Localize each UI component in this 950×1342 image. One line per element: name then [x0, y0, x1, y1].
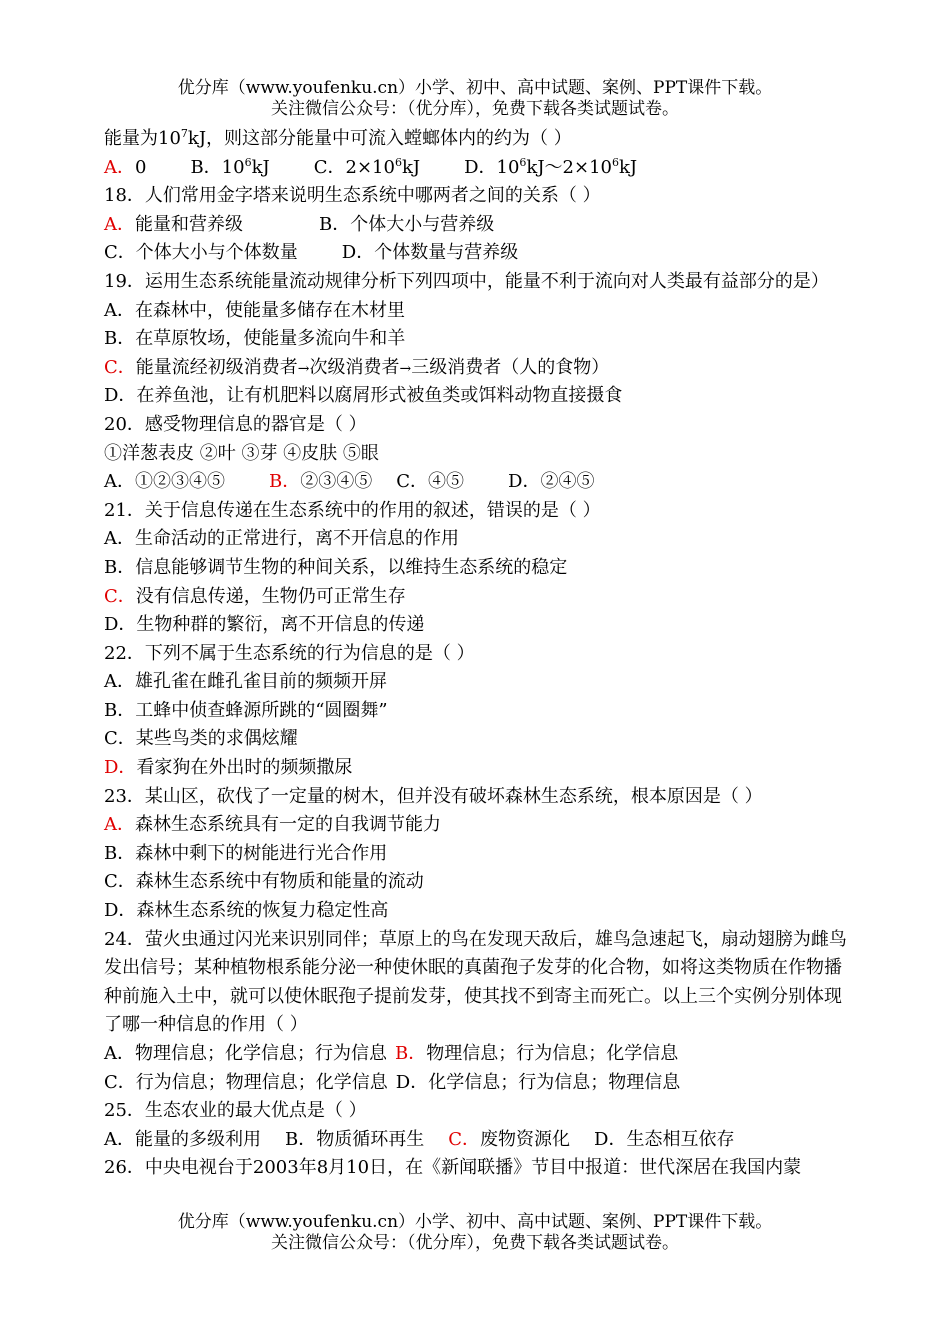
q22-option-b: B．工蜂中侦查蜂源所跳的“圆圈舞” [104, 699, 388, 721]
q18-option-a: 能量和营养级 [135, 213, 243, 235]
q24-options-cd [104, 1069, 852, 1098]
q25-option-c-label: C． [448, 1128, 481, 1150]
q20-option-a: A．①②③④⑤ [104, 471, 225, 493]
q21-option-c: C．没有信息传递，生物仍可正常生存 [104, 585, 406, 607]
q17-options [104, 154, 852, 183]
q20-option-b: ②③④⑤ [300, 471, 373, 493]
q19-option-c: C．能量流经初级消费者→次级消费者→三级消费者（人的食物） [104, 356, 610, 378]
q21-option-c-label: C． [104, 585, 136, 607]
q20-items: ①洋葱表皮 ②叶 ③芽 ④皮肤 ⑤眼 [104, 442, 379, 464]
q21-option-d: D．生物种群的繁衍，离不开信息的传递 [104, 614, 425, 636]
header-line-2: 关注微信公众号：（优分库），免费下载各类试题试卷。 [271, 99, 679, 119]
q18-option-b: B．个体大小与营养级 [319, 213, 495, 235]
q18-stem: 18．人们常用金字塔来说明生态系统中哪两者之间的关系（ ） [104, 185, 601, 207]
page-header [0, 78, 950, 120]
q19-option-a: A．在森林中，使能量多储存在木材里 [104, 299, 405, 321]
q22-stem: 22．下列不属于生态系统的行为信息的是（ ） [104, 642, 475, 664]
q25-option-c: 废物资源化 [480, 1128, 571, 1150]
header-line-1: 优分库（www.youfenku.cn）小学、初中、高中试题、案例、PPT课件下载。 [177, 78, 773, 98]
q23-option-a: A．森林生态系统具有一定的自我调节能力 [104, 814, 441, 836]
q23-option-a-label: A． [104, 814, 135, 836]
q22-option-d-label: D． [104, 757, 137, 779]
q23-option-b: B．森林中剩下的树能进行光合作用 [104, 842, 388, 864]
q18-options-ab [104, 211, 852, 240]
q23-option-d: D．森林生态系统的恢复力稳定性高 [104, 900, 389, 922]
q24-options-ab [104, 1040, 852, 1069]
q20-options [104, 468, 852, 497]
q24-stem: 24．萤火虫通过闪光来识别同伴；草原上的鸟在发现天敌后，雄鸟急速起飞，扇动翅膀为雌鸟发出信号；某种植物根系能分泌一种使休眠的真菌孢子发芽的化合物，如将这类物质在作物播种前施入土中，就可以使休眠孢子提前发芽，使其找不到寄主而死亡。以上三个实例分别体现了哪一种信息的作用（ ） [104, 928, 847, 1036]
q25-option-d: D．生态相互依存 [594, 1128, 735, 1150]
q21-option-a: A．生命活动的正常进行，离不开信息的作用 [104, 528, 459, 550]
footer-line-2: 关注微信公众号：（优分库），免费下载各类试题试卷。 [271, 1233, 679, 1253]
q23-option-c: C．森林生态系统中有物质和能量的流动 [104, 871, 424, 893]
q20-option-d: D．②④⑤ [508, 471, 595, 493]
q24-option-b-label: B． [395, 1043, 427, 1064]
q17-option-a-label: A． [104, 156, 135, 178]
arrow-icon: → [399, 360, 412, 377]
q20-stem: 20．感受物理信息的器官是（ ） [104, 413, 367, 435]
q25-stem: 25．生态农业的最大优点是（ ） [104, 1100, 367, 1122]
q24-option-c: C．行为信息；物理信息；化学信息 [104, 1071, 388, 1093]
q17-stem: 能量为$10^7kJ$，则这部分能量中可流入螳螂体内的约为（ ） [104, 127, 572, 149]
q17-option-a: 0 [135, 156, 147, 178]
q20-option-b-label: B． [269, 471, 301, 493]
q25-option-b: B．物质循环再生 [285, 1128, 425, 1150]
q25-option-a: A．能量的多级利用 [104, 1128, 261, 1150]
q22-option-c: C．某些鸟类的求偶炫耀 [104, 728, 298, 750]
q18-options-cd [104, 239, 852, 268]
q19-option-d: D．在养鱼池，让有机肥料以腐屑形式被鱼类或饵料动物直接摄食 [104, 385, 623, 407]
q19-option-b: B．在草原牧场，使能量多流向牛和羊 [104, 328, 406, 350]
q24-option-d: D．化学信息；行为信息；物理信息 [395, 1071, 681, 1093]
q22-option-d: D．看家狗在外出时的频频撒尿 [104, 757, 353, 779]
q23-stem: 23．某山区，砍伐了一定量的树木，但并没有破坏森林生态系统，根本原因是（ ） [104, 785, 763, 807]
q25-options [104, 1126, 852, 1155]
q17-option-d: D．$10^6kJ\sim 2\times 10^6kJ$ [464, 155, 638, 178]
q20-option-c: C．④⑤ [396, 471, 465, 493]
q18-option-d: D．个体数量与营养级 [341, 242, 519, 264]
q18-option-c: C．个体大小与个体数量 [104, 242, 298, 264]
q19-option-c-label: C． [104, 356, 136, 378]
footer-line-1: 优分库（www.youfenku.cn）小学、初中、高中试题、案例、PPT课件下载。 [177, 1212, 773, 1232]
q18-option-a-label: A． [104, 213, 135, 235]
q19-stem: 19．运用生态系统能量流动规律分析下列四项中，能量不利于流向对人类最有益部分的是） [104, 270, 829, 292]
q26-stem: 26．中央电视台于2003年8月10日，在《新闻联播》节目中报道：世代深居在我国内蒙 [104, 1157, 802, 1179]
q17-option-b: B．$10^6kJ$ [190, 155, 270, 178]
q17-option-c: C．$2\times 10^6kJ$ [313, 155, 421, 178]
question-list [104, 125, 852, 1183]
q21-option-b: B．信息能够调节生物的种间关系，以维持生态系统的稳定 [104, 556, 568, 578]
q22-option-a: A．雄孔雀在雌孔雀目前的频频开屏 [104, 671, 387, 693]
arrow-icon: → [297, 360, 310, 377]
q24-option-b: 物理信息；行为信息；化学信息 [426, 1043, 679, 1064]
q21-stem: 21．关于信息传递在生态系统中的作用的叙述，错误的是（ ） [104, 499, 601, 521]
q24-option-a: A．物理信息；化学信息；行为信息 [104, 1043, 387, 1064]
page-footer [0, 1212, 950, 1254]
